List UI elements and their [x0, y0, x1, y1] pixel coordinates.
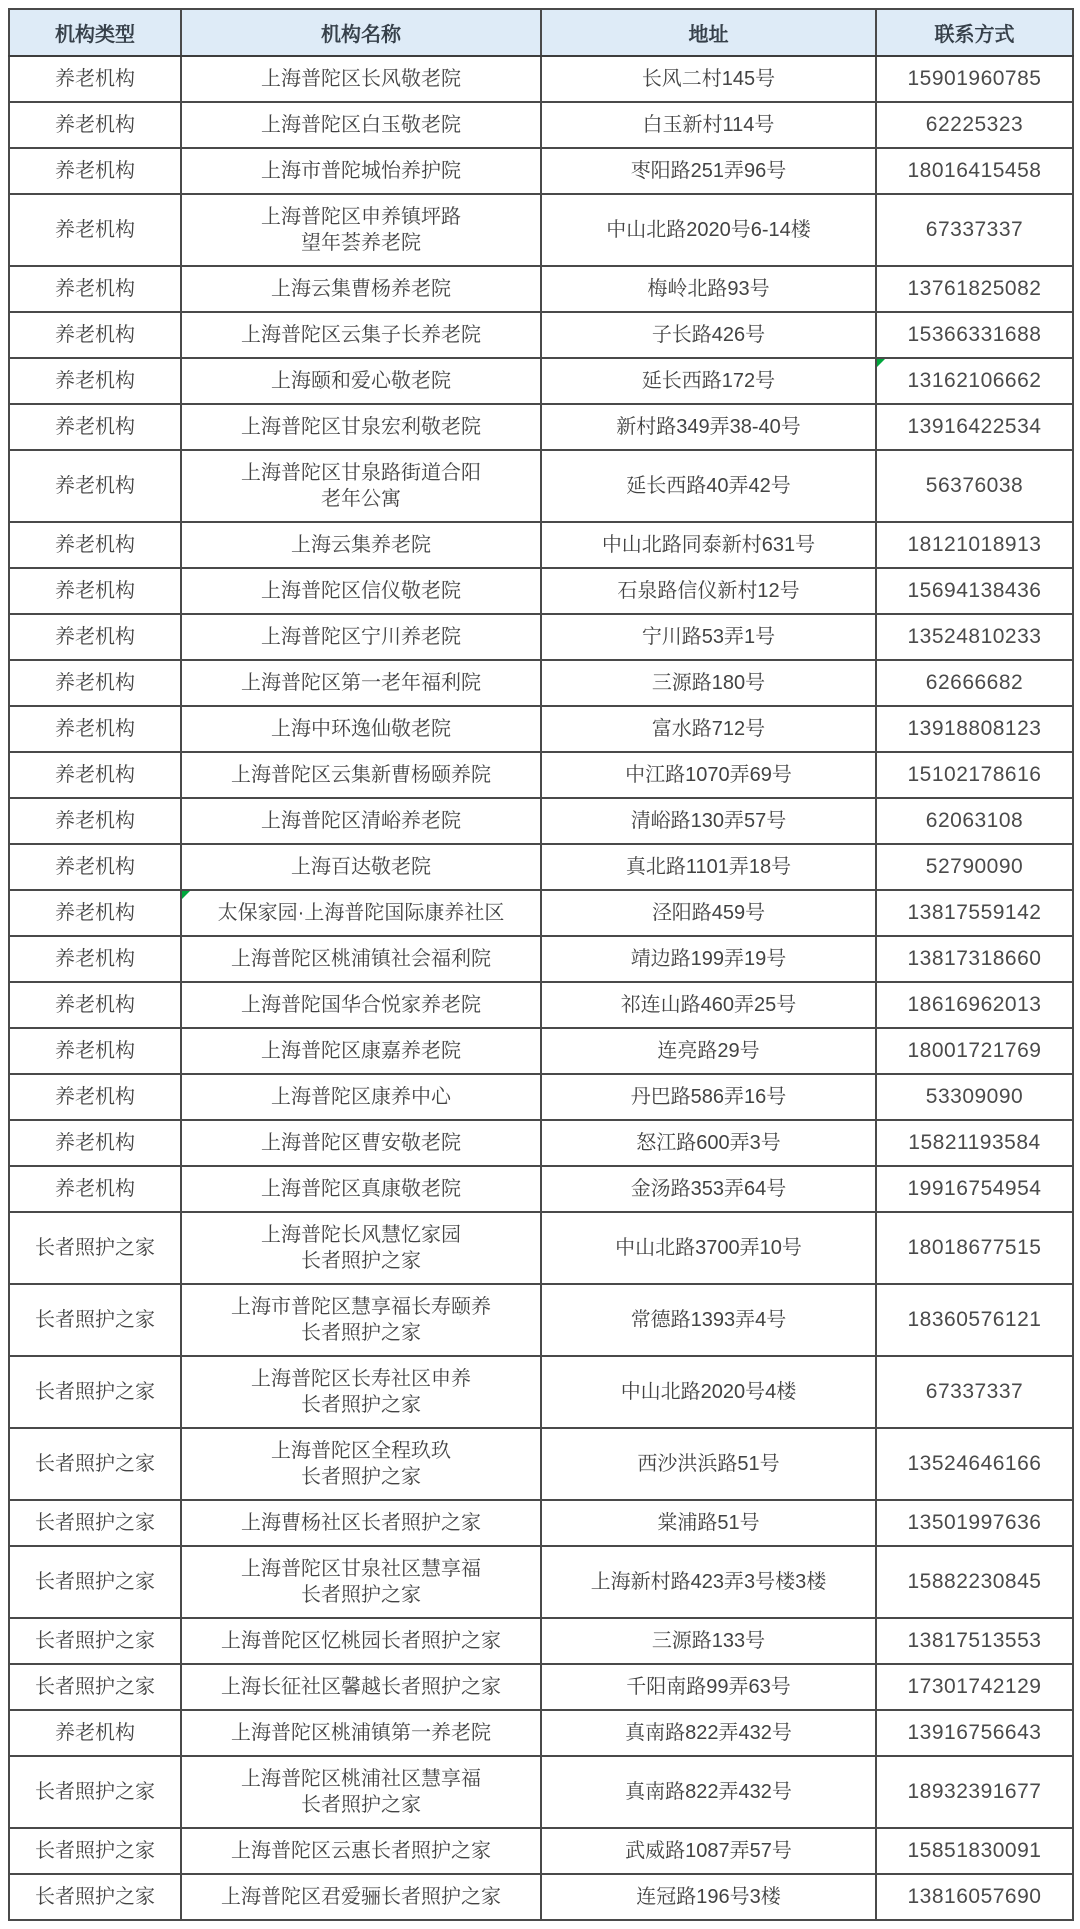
table-row: [9, 266, 1073, 312]
comment-triangle-icon: [182, 891, 190, 899]
table-row: [9, 1664, 1073, 1710]
cell-institution-name: 上海普陀区信仪敬老院: [181, 568, 541, 614]
cell-institution-type: 长者照护之家: [9, 1212, 181, 1284]
cell-address: 武威路1087弄57号: [541, 1828, 876, 1874]
cell-address: 上海新村路423弄3号楼3楼: [541, 1546, 876, 1618]
table-row: [9, 312, 1073, 358]
header-cell-address: 地址: [541, 9, 876, 56]
cell-institution-name: 上海普陀区第一老年福利院: [181, 660, 541, 706]
table-row: [9, 1428, 1073, 1500]
table-body: [9, 56, 1073, 1920]
cell-address: 千阳南路99弄63号: [541, 1664, 876, 1710]
cell-phone: 67337337: [876, 194, 1073, 266]
cell-institution-name: 上海普陀区甘泉社区慧享福 长者照护之家: [181, 1546, 541, 1618]
cell-address: 祁连山路460弄25号: [541, 982, 876, 1028]
cell-institution-type: 养老机构: [9, 148, 181, 194]
cell-address: 连冠路196号3楼: [541, 1874, 876, 1920]
cell-institution-name: 太保家园·上海普陀国际康养社区: [181, 890, 541, 936]
cell-address: 中山北路3700弄10号: [541, 1212, 876, 1284]
table-row: [9, 1284, 1073, 1356]
cell-phone: 15694138436: [876, 568, 1073, 614]
cell-phone: 13501997636: [876, 1500, 1073, 1546]
header-cell-type: 机构类型: [9, 9, 181, 56]
cell-institution-type: 养老机构: [9, 568, 181, 614]
cell-phone: 13816057690: [876, 1874, 1073, 1920]
cell-institution-type: 长者照护之家: [9, 1428, 181, 1500]
cell-institution-name: 上海普陀区申养镇坪路 望年荟养老院: [181, 194, 541, 266]
cell-address: 白玉新村114号: [541, 102, 876, 148]
cell-institution-type: 养老机构: [9, 1710, 181, 1756]
table-row: [9, 752, 1073, 798]
cell-institution-type: 养老机构: [9, 890, 181, 936]
cell-institution-type: 长者照护之家: [9, 1874, 181, 1920]
cell-phone: 18016415458: [876, 148, 1073, 194]
table-row: [9, 1500, 1073, 1546]
cell-institution-name: 上海普陀区桃浦镇第一养老院: [181, 1710, 541, 1756]
cell-institution-type: 养老机构: [9, 450, 181, 522]
table-row: [9, 798, 1073, 844]
cell-phone: 18360576121: [876, 1284, 1073, 1356]
cell-phone: 15821193584: [876, 1120, 1073, 1166]
cell-address: 怒江路600弄3号: [541, 1120, 876, 1166]
cell-institution-type: 养老机构: [9, 844, 181, 890]
cell-phone: 18932391677: [876, 1756, 1073, 1828]
table-row: [9, 1120, 1073, 1166]
cell-institution-name: 上海普陀区云惠长者照护之家: [181, 1828, 541, 1874]
cell-institution-type: 养老机构: [9, 1166, 181, 1212]
cell-phone: 17301742129: [876, 1664, 1073, 1710]
cell-institution-type: 养老机构: [9, 936, 181, 982]
cell-phone: 18121018913: [876, 522, 1073, 568]
cell-institution-type: 养老机构: [9, 752, 181, 798]
table-header: [9, 9, 1073, 56]
cell-institution-type: 长者照护之家: [9, 1500, 181, 1546]
table-row: [9, 1710, 1073, 1756]
cell-institution-name: 上海普陀国华合悦家养老院: [181, 982, 541, 1028]
table-row: [9, 522, 1073, 568]
cell-phone: 13817318660: [876, 936, 1073, 982]
cell-phone: 13524810233: [876, 614, 1073, 660]
cell-institution-type: 养老机构: [9, 1074, 181, 1120]
cell-institution-type: 养老机构: [9, 798, 181, 844]
cell-institution-type: 养老机构: [9, 358, 181, 404]
cell-address: 三源路180号: [541, 660, 876, 706]
cell-phone: 15901960785: [876, 56, 1073, 102]
cell-institution-name: 上海长征社区馨越长者照护之家: [181, 1664, 541, 1710]
cell-institution-name: 上海百达敬老院: [181, 844, 541, 890]
cell-institution-name: 上海普陀区桃浦镇社会福利院: [181, 936, 541, 982]
cell-institution-name: 上海普陀区桃浦社区慧享福 长者照护之家: [181, 1756, 541, 1828]
cell-address: 连亮路29号: [541, 1028, 876, 1074]
cell-institution-name: 上海普陀区康养中心: [181, 1074, 541, 1120]
cell-institution-name: 上海中环逸仙敬老院: [181, 706, 541, 752]
cell-address: 真南路822弄432号: [541, 1756, 876, 1828]
cell-institution-type: 养老机构: [9, 56, 181, 102]
cell-institution-type: 长者照护之家: [9, 1356, 181, 1428]
header-cell-name: 机构名称: [181, 9, 541, 56]
cell-address: 新村路349弄38-40号: [541, 404, 876, 450]
cell-address: 清峪路130弄57号: [541, 798, 876, 844]
table-row: [9, 450, 1073, 522]
cell-institution-name: 上海普陀区云集新曹杨颐养院: [181, 752, 541, 798]
cell-institution-name: 上海普陀区云集子长养老院: [181, 312, 541, 358]
cell-address: 三源路133号: [541, 1618, 876, 1664]
table-row: [9, 568, 1073, 614]
cell-institution-type: 养老机构: [9, 706, 181, 752]
cell-institution-name: 上海普陀区真康敬老院: [181, 1166, 541, 1212]
header-cell-phone: 联系方式: [876, 9, 1073, 56]
cell-phone: 15366331688: [876, 312, 1073, 358]
cell-phone: 13916422534: [876, 404, 1073, 450]
cell-institution-name: 上海普陀区长风敬老院: [181, 56, 541, 102]
cell-institution-type: 长者照护之家: [9, 1664, 181, 1710]
cell-phone: 13918808123: [876, 706, 1073, 752]
cell-phone: 19916754954: [876, 1166, 1073, 1212]
cell-phone: 52790090: [876, 844, 1073, 890]
cell-phone: 15102178616: [876, 752, 1073, 798]
cell-institution-name: 上海普陀区甘泉宏利敬老院: [181, 404, 541, 450]
cell-institution-type: 长者照护之家: [9, 1828, 181, 1874]
cell-phone: 13761825082: [876, 266, 1073, 312]
cell-address: 长风二村145号: [541, 56, 876, 102]
cell-institution-name: 上海普陀区白玉敬老院: [181, 102, 541, 148]
cell-institution-type: 养老机构: [9, 266, 181, 312]
cell-institution-name: 上海普陀区宁川养老院: [181, 614, 541, 660]
cell-phone: 15882230845: [876, 1546, 1073, 1618]
table-row: [9, 614, 1073, 660]
cell-institution-type: 长者照护之家: [9, 1618, 181, 1664]
cell-institution-name: 上海颐和爱心敬老院: [181, 358, 541, 404]
table-row: [9, 660, 1073, 706]
table-row: [9, 194, 1073, 266]
cell-phone: 13817559142: [876, 890, 1073, 936]
cell-address: 真南路822弄432号: [541, 1710, 876, 1756]
cell-institution-type: 养老机构: [9, 982, 181, 1028]
cell-institution-type: 长者照护之家: [9, 1546, 181, 1618]
cell-address: 常德路1393弄4号: [541, 1284, 876, 1356]
cell-address: 石泉路信仪新村12号: [541, 568, 876, 614]
cell-address: 真北路1101弄18号: [541, 844, 876, 890]
table-row: [9, 56, 1073, 102]
cell-address: 梅岭北路93号: [541, 266, 876, 312]
table-row: [9, 936, 1073, 982]
table-row: [9, 1212, 1073, 1284]
cell-phone: 13916756643: [876, 1710, 1073, 1756]
cell-institution-name: 上海普陀区康嘉养老院: [181, 1028, 541, 1074]
cell-address: 子长路426号: [541, 312, 876, 358]
table-row: [9, 102, 1073, 148]
cell-address: 泾阳路459号: [541, 890, 876, 936]
table-row: [9, 982, 1073, 1028]
cell-address: 丹巴路586弄16号: [541, 1074, 876, 1120]
cell-phone: 67337337: [876, 1356, 1073, 1428]
cell-address: 枣阳路251弄96号: [541, 148, 876, 194]
cell-institution-type: 养老机构: [9, 1120, 181, 1166]
cell-phone: 13162106662: [876, 358, 1073, 404]
cell-institution-name: 上海市普陀区慧享福长寿颐养 长者照护之家: [181, 1284, 541, 1356]
cell-institution-name: 上海普陀区君爱骊长者照护之家: [181, 1874, 541, 1920]
table-row: [9, 1874, 1073, 1920]
cell-phone: 62063108: [876, 798, 1073, 844]
table-row: [9, 890, 1073, 936]
cell-address: 延长西路40弄42号: [541, 450, 876, 522]
cell-phone: 13524646166: [876, 1428, 1073, 1500]
cell-address: 宁川路53弄1号: [541, 614, 876, 660]
cell-phone: 18018677515: [876, 1212, 1073, 1284]
cell-institution-name: 上海普陀区曹安敬老院: [181, 1120, 541, 1166]
cell-address: 中山北路2020号6-14楼: [541, 194, 876, 266]
cell-institution-type: 养老机构: [9, 1028, 181, 1074]
cell-address: 富水路712号: [541, 706, 876, 752]
table-row: [9, 358, 1073, 404]
cell-address: 金汤路353弄64号: [541, 1166, 876, 1212]
cell-institution-type: 养老机构: [9, 194, 181, 266]
table-row: [9, 1356, 1073, 1428]
table-row: [9, 1546, 1073, 1618]
table-row: [9, 1828, 1073, 1874]
cell-address: 延长西路172号: [541, 358, 876, 404]
table-row: [9, 844, 1073, 890]
table-row: [9, 404, 1073, 450]
cell-institution-name: 上海普陀长风慧忆家园 长者照护之家: [181, 1212, 541, 1284]
cell-address: 西沙洪浜路51号: [541, 1428, 876, 1500]
cell-address: 中江路1070弄69号: [541, 752, 876, 798]
cell-institution-type: 养老机构: [9, 102, 181, 148]
cell-phone: 62225323: [876, 102, 1073, 148]
cell-institution-type: 养老机构: [9, 614, 181, 660]
cell-phone: 53309090: [876, 1074, 1073, 1120]
cell-address: 中山北路2020号4楼: [541, 1356, 876, 1428]
cell-address: 中山北路同泰新村631号: [541, 522, 876, 568]
table-row: [9, 1166, 1073, 1212]
cell-phone: 18616962013: [876, 982, 1073, 1028]
cell-institution-name: 上海曹杨社区长者照护之家: [181, 1500, 541, 1546]
cell-institution-name: 上海普陀区忆桃园长者照护之家: [181, 1618, 541, 1664]
table-row: [9, 706, 1073, 752]
cell-institution-name: 上海市普陀城怡养护院: [181, 148, 541, 194]
cell-institution-type: 养老机构: [9, 404, 181, 450]
cell-phone: 13817513553: [876, 1618, 1073, 1664]
table-row: [9, 148, 1073, 194]
table-row: [9, 1028, 1073, 1074]
cell-institution-name: 上海普陀区甘泉路街道合阳 老年公寓: [181, 450, 541, 522]
cell-institution-name: 上海云集养老院: [181, 522, 541, 568]
cell-institution-type: 养老机构: [9, 522, 181, 568]
table-row: [9, 1618, 1073, 1664]
header-row: [9, 9, 1073, 56]
comment-triangle-icon: [877, 359, 885, 367]
cell-institution-type: 长者照护之家: [9, 1756, 181, 1828]
cell-institution-type: 养老机构: [9, 312, 181, 358]
cell-phone: 18001721769: [876, 1028, 1073, 1074]
cell-address: 棠浦路51号: [541, 1500, 876, 1546]
cell-phone: 62666682: [876, 660, 1073, 706]
table-row: [9, 1074, 1073, 1120]
facility-table: [8, 8, 1074, 1921]
cell-institution-type: 养老机构: [9, 660, 181, 706]
cell-phone: 56376038: [876, 450, 1073, 522]
cell-institution-name: 上海普陀区长寿社区申养 长者照护之家: [181, 1356, 541, 1428]
cell-phone: 15851830091: [876, 1828, 1073, 1874]
cell-address: 靖边路199弄19号: [541, 936, 876, 982]
cell-institution-name: 上海普陀区全程玖玖 长者照护之家: [181, 1428, 541, 1500]
table-row: [9, 1756, 1073, 1828]
cell-institution-name: 上海云集曹杨养老院: [181, 266, 541, 312]
cell-institution-type: 长者照护之家: [9, 1284, 181, 1356]
cell-institution-name: 上海普陀区清峪养老院: [181, 798, 541, 844]
